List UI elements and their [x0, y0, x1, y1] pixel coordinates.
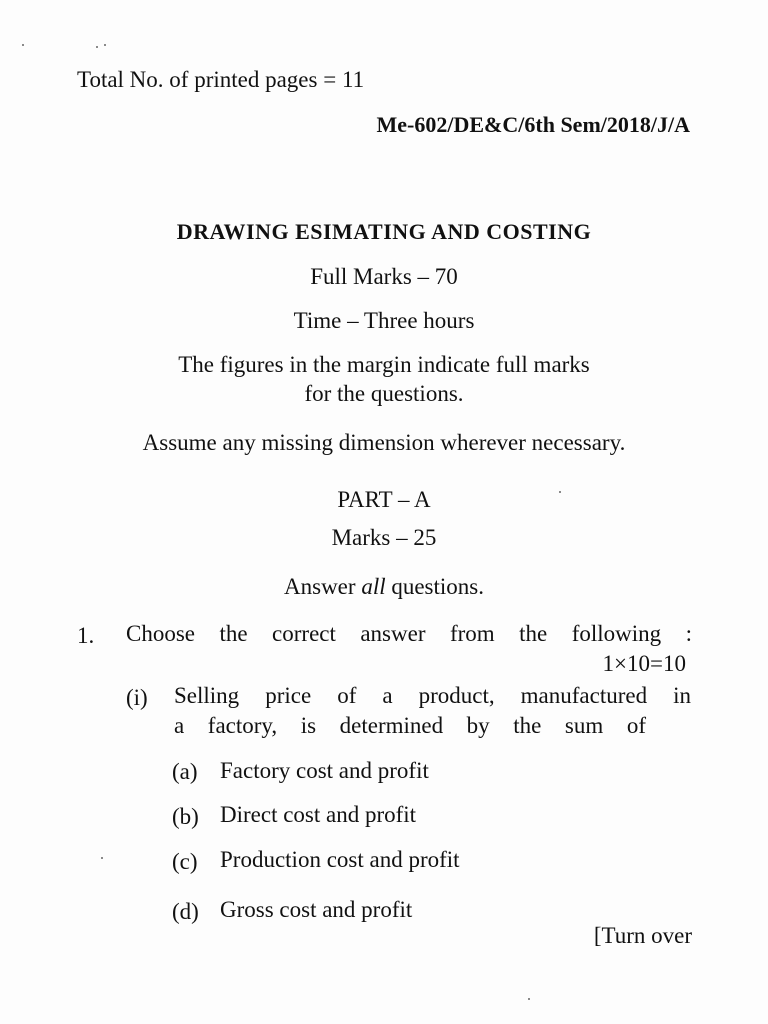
- instruction-emphasis: all: [361, 574, 386, 599]
- subquestion-label: (i): [126, 685, 148, 710]
- part-marks: Marks – 25: [331, 525, 437, 550]
- option-label: (c): [172, 849, 198, 874]
- question-marks: 1×10=10: [602, 651, 686, 676]
- part-heading: PART – A: [337, 487, 431, 512]
- assume-note: Assume any missing dimension wherever necessary.: [142, 430, 626, 455]
- option-label: (a): [172, 759, 198, 784]
- option-label: (b): [172, 804, 199, 829]
- instruction-suffix: questions.: [385, 574, 484, 599]
- scan-speck: [104, 44, 106, 46]
- scan-speck: [101, 857, 103, 859]
- subject-title: DRAWING ESIMATING AND COSTING: [176, 219, 592, 244]
- question-text: Choose the correct answer from the following :: [126, 621, 692, 646]
- option-text: Direct cost and profit: [220, 802, 417, 827]
- scan-speck: [96, 46, 98, 48]
- total-pages: Total No. of printed pages = 11: [77, 67, 365, 92]
- subquestion-line1: Selling price of a product, manufactured in: [174, 683, 691, 708]
- scan-speck: [22, 44, 24, 46]
- margin-note-line1: The figures in the margin indicate full marks: [178, 352, 590, 377]
- option-label: (d): [172, 899, 199, 924]
- option-text: Production cost and profit: [220, 847, 460, 872]
- time-allowed: Time – Three hours: [293, 308, 475, 333]
- subquestion-line2: a factory, is determined by the sum of: [174, 713, 646, 738]
- option-text: Gross cost and profit: [220, 897, 413, 922]
- margin-note-line2: for the questions.: [304, 381, 464, 406]
- paper-code: Me-602/DE&C/6th Sem/2018/J/A: [376, 112, 690, 137]
- full-marks: Full Marks – 70: [310, 264, 458, 289]
- question-number: 1.: [77, 623, 95, 648]
- answer-instruction: [0, 573, 768, 601]
- instruction-prefix: Answer: [284, 574, 362, 599]
- option-text: Factory cost and profit: [220, 758, 429, 783]
- turn-over: [Turn over: [593, 923, 692, 948]
- scan-speck: [528, 998, 530, 1000]
